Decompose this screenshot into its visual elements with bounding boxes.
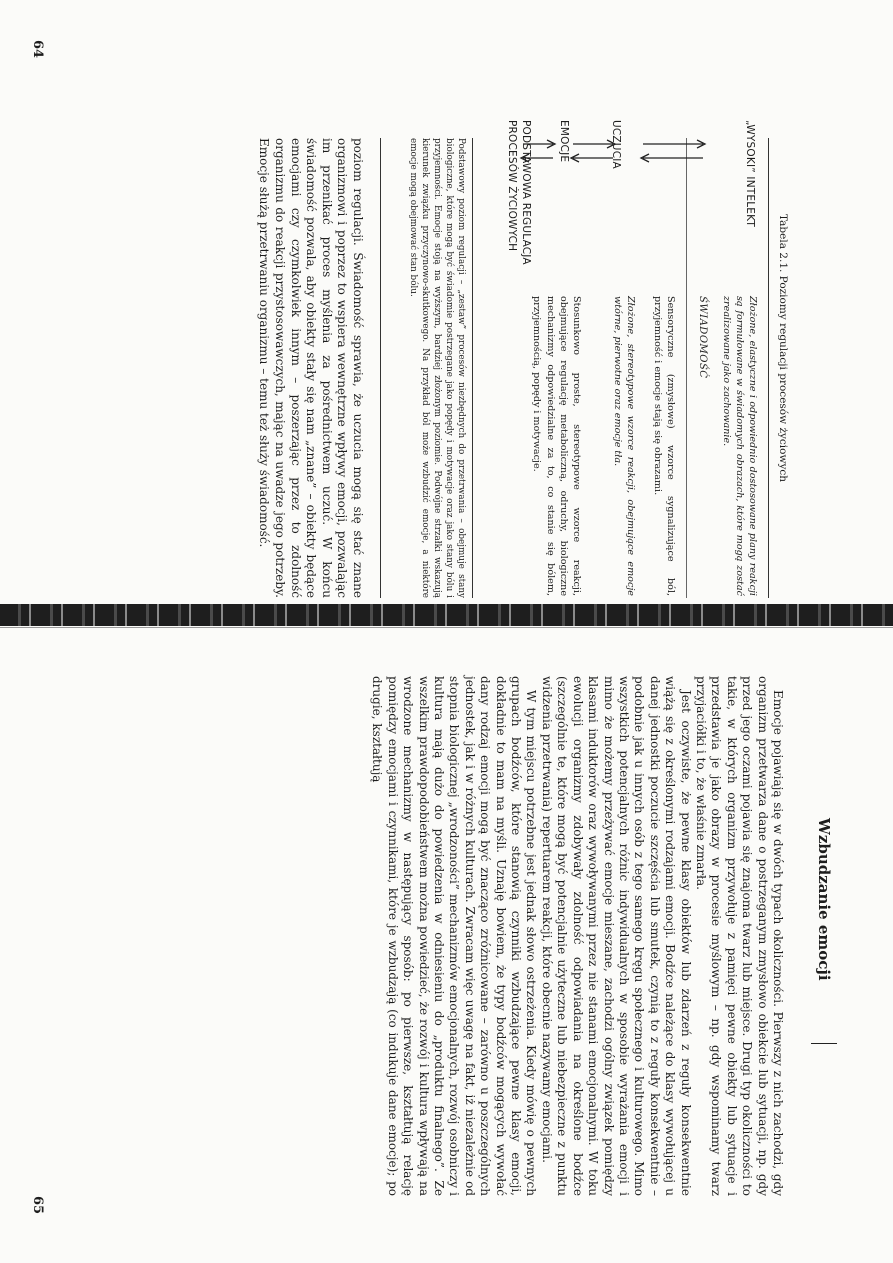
table-note: Podstawowy poziom regulacji – „zestaw” procesów niezbędnych do przetrwania – obejmuje stany biologiczne, które mogą być świadomie postrzegane jako popędy i motywacje oraz jako stany bólu i przyjemności. Emocje stoją na wyższym, bardziej złożonym poziomie. Podwójne strzałki wskazują kierunek związku przyczynowo-skutkowego. Na przykład ból może wzbudzić emocje, a niektóre emocje mogą obejmować stan bólu. (408, 138, 466, 598)
section-heading: Wzbudzanie emocji (815, 818, 833, 981)
level-title-basic-regulation: PODSTAWOWA REGULACJA PROCESÓW ŻYCIOWYCH (506, 120, 532, 265)
paragraph-2: Jest oczywiste, że pewne klasy obiektów lub zdarzeń z reguły konsekwentnie wiążą się z określonymi rodzajami emocji. Bodźce należące do klasy wywołującej u danej jednostki poczucie szczęścia lub smutek, czynią to z reguły konsekwentnie – podobnie jak u innych osób z tego samego kręgu społecznego i kulturowego. Mimo wszystkich potencjalnych różnic indywidualnych w sposobie wyrażania emocji i mimo że możemy przeżywać emocje mieszane, zachodzi ogólny związek pomiędzy klasami induktorów oraz wywoływanymi przez nie stanami emocjonalnymi. W toku ewolucji organizmy zdobywały zdolność odpowiadania na określone bodźce (szczególnie te, które mogą być potencjalnie użyteczne lub niebezpieczne z punktu widzenia przetrwania) repertuarem reakcji, które obecnie nazywamy emocjami. (539, 676, 693, 1196)
book-gutter (0, 604, 893, 626)
table-top-rule (768, 138, 769, 598)
right-body-text (369, 676, 785, 1196)
table-bottom-rule (472, 138, 473, 598)
arrow-column-icon (473, 134, 713, 174)
level-title-feelings: UCZUCIA (610, 120, 622, 169)
note-rule (380, 138, 381, 598)
consciousness-label: ŚWIADOMOŚĆ (697, 296, 708, 379)
level-desc-intellect: Złożone, elastyczne i odpowiednio dostosowane plany reakcji są formułowane w świadomych obrazach, które mogą zostać zrealizowane jako zachowanie. (720, 296, 758, 596)
paragraph-3: W tym miejscu potrzebne jest jednak słowo ostrzeżenia. Kiedy mówię o pewnych grupach bodźców, które stanowią czynniki wzbudzające pewne klasy emocji, dokładnie to mam na myśli. Uznaję bowiem, że typy bodźców mogących wywołać dany rodzaj emocji mogą być znacząco zróżnicowane – zarówno u poszczególnych jednostek, jak i w różnych kulturach. Zwracam więc uwagę na fakt, iż niezależnie od stopnia biologicznej „wrodzoności” mechanizmów emocjonalnych, rozwój osobniczy i kultura mają dużo do powiedzenia w odniesieniu do „produktu finalnego”. Ze wszelkim prawdopodobieństwem można powiedzieć, że rozwój i kultura wpływają na wrodzone mechanizmy w następujący sposób: po pierwsze, kształtują relację pomiędzy emocjami i czynnikami, które je wzbudzają (co indukuje dane emocje); po drugie, kształtują (370, 676, 539, 1196)
level-title-emotions: EMOCJE (558, 120, 570, 163)
page-number-right: 65 (30, 1196, 45, 1215)
right-page (0, 628, 893, 1263)
page-number-left: 64 (30, 40, 45, 59)
heading-marker (811, 1043, 837, 1044)
left-body-text: poziom regulacji. Świadomość sprawia, że uczucia mogą się stać znane organizmowi i poprzez to wspiera wewnętrzne wpływy emocji, pozwalając im przenikać proces myślenia za pośrednictwem uczuć. W końcu świadomość pozwala, aby obiekty stały się nam „znane” – obiekty będące emocjami czy czymkolwiek innym – poszerzając przez to zdolność organizmu do reakcji przystosowawczych, mając na uwadze jego potrzeby. Emocje służą przetrwaniu organizmu – temu też służy świadomość. (257, 138, 365, 598)
level-title-intellect: „WYSOKI” INTELEKT (744, 120, 756, 227)
left-page (0, 0, 893, 604)
level-desc-emotions: Złożone, stereotypowe wzorce reakcji, obejmujące emocje wtórne, pierwotne oraz emocje tła. (611, 296, 636, 596)
level-desc-feelings: Sensoryczne (zmysłowe) wzorce sygnalizujące ból, przyjemność i emocje stają się obrazami. (651, 296, 676, 596)
table-mid-rule (686, 138, 687, 598)
paragraph-1: Emocje pojawiają się w dwóch typach okoliczności. Pierwszy z nich zachodzi, gdy organizm przetwarza dane o postrzeganym zmysłowo obiekcie lub sytuacji, np. gdy przed jego oczami pojawia się znajoma twarz lub miejsce. Drugi typ okoliczności to takie, w których organizm przywołuje z pamięci pewne obiekty lub sytuacje i przedstawia je jako obrazy w procesie myślowym – np. gdy wspominamy twarz przyjaciółki i to, że właśnie zmarła. (693, 676, 785, 1196)
level-desc-basic-regulation: Stosunkowo proste, stereotypowe wzorce reakcji, obejmujące regulację metaboliczną, odruchy, biologiczne mechanizmy odpowiedzialne za to, co stanie się bólem, przyjemnością, popędy i motywacje. (531, 296, 582, 596)
table-caption: Tabela 2.1. Poziomy regulacji procesów życiowych (777, 213, 789, 483)
